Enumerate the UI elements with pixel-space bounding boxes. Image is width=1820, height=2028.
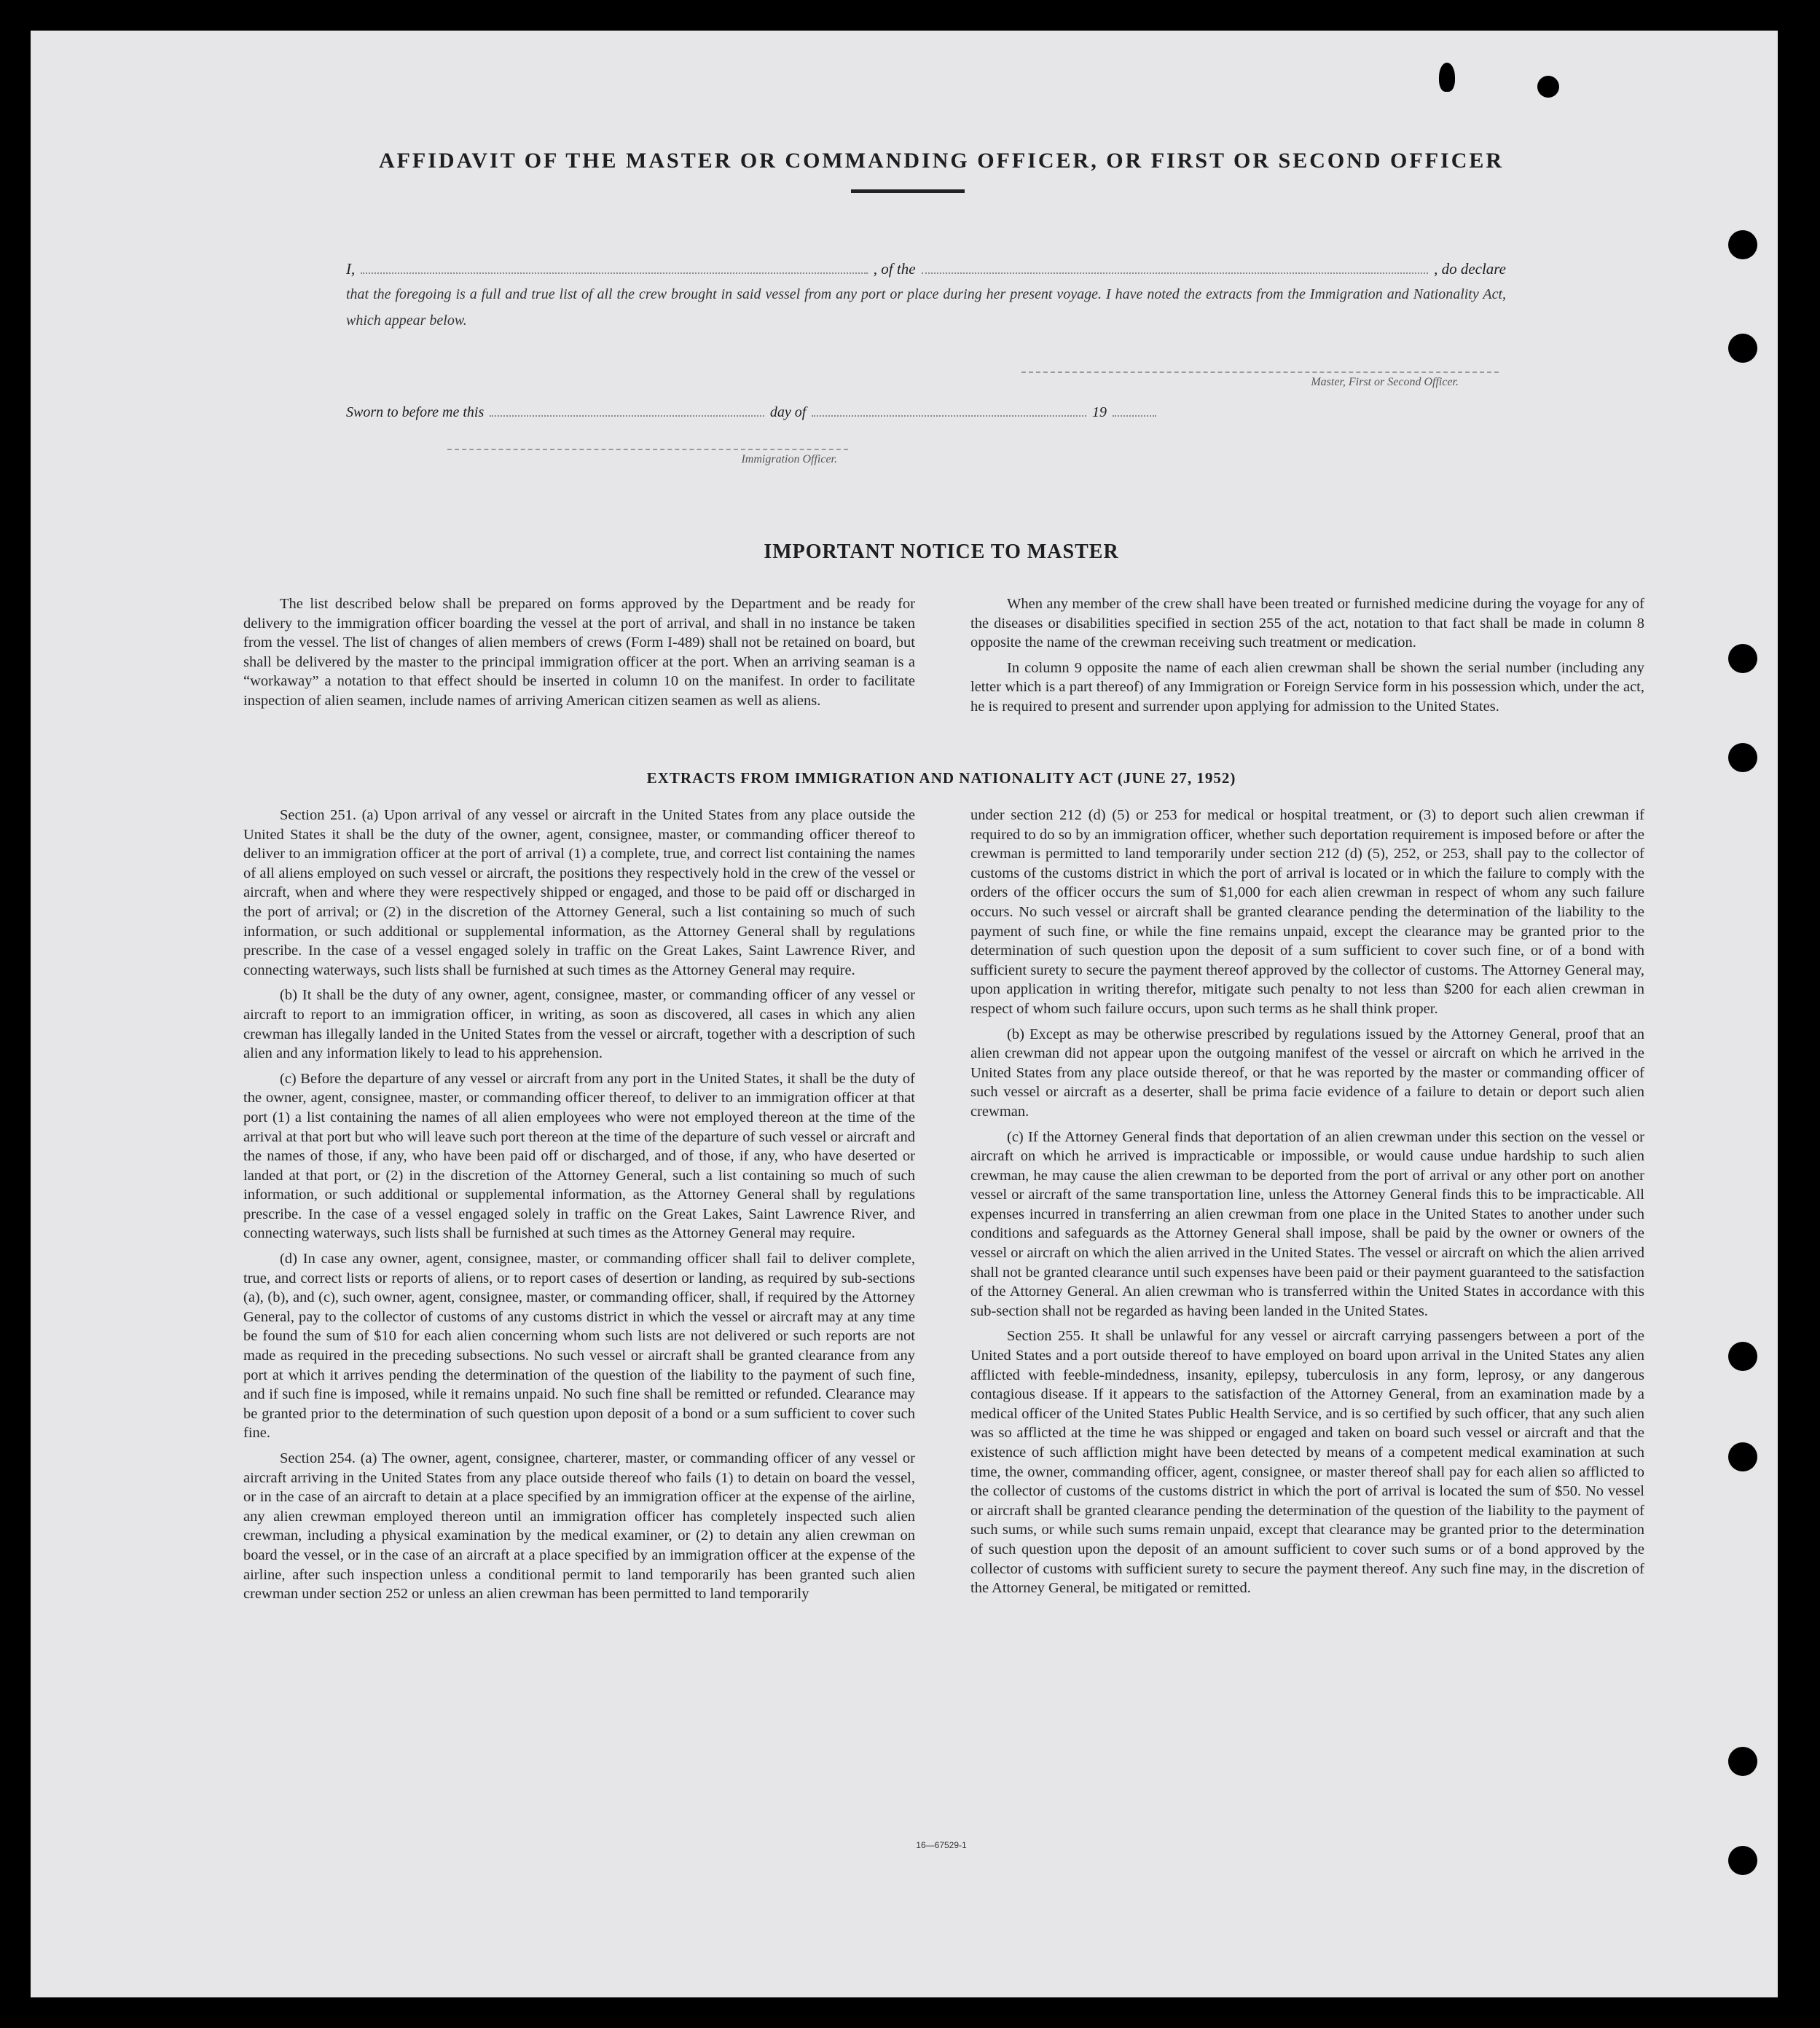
punch-hole: [1728, 334, 1757, 363]
declare-i-label: I,: [346, 260, 356, 278]
affidavit-body: that the foregoing is a full and true list of all the crew brought in said vessel from any port or place during her present voyage. I have noted the extracts from the Immigration and Nationality Act, which appear below.: [346, 286, 1506, 329]
extracts-right-column: [970, 806, 1644, 1604]
do-declare-label: , do declare: [1434, 260, 1507, 278]
sworn-year: 19: [1092, 404, 1107, 420]
master-signature-caption: Master, First or Second Officer.: [1311, 376, 1459, 388]
immigration-officer-caption: Immigration Officer.: [741, 453, 837, 465]
immigration-officer-signature-line[interactable]: [447, 449, 848, 450]
sworn-prefix: Sworn to before me this: [346, 404, 485, 420]
extract-paragraph: (d) In case any owner, agent, consignee, master, or commanding officer shall fail to deliver complete, true, and correct lists or reports of aliens, or to report cases of desertion or landing, as required by sub-sections (a), (b), and (c), such owner, agent, consignee, master, or commanding officer, shall, if required by the Attorney General, pay to the collector of customs of any customs district in which the vessel or aircraft may at any time be found the sum of $10 for each alien concerning whom such lists are not delivered or such reports are not made as required in the preceding subsections. No such vessel or aircraft shall be granted clearance from any port at which it arrives pending the determination of the question of the liability to the payment of such fine, and if such fine is imposed, while it remains unpaid. No such fine shall be remitted or refunded. Clearance may be granted prior to the determination of such question upon deposit of a bond or a sum sufficient to cover such fine.: [243, 1251, 915, 1442]
notice-paragraph: In column 9 opposite the name of each alien crewman shall be shown the serial number (including any letter which is a part thereof) of any Immigration or Foreign Service form in his possession which, under the act, he is required to present and surrender upon applying for admission to the United States.: [970, 659, 1644, 715]
extracts-left-column: [243, 806, 915, 1610]
form-number: 16—67529-1: [916, 1840, 967, 1850]
punch-hole: [1728, 1342, 1757, 1371]
punch-hole: [1728, 230, 1757, 259]
extract-paragraph: Section 254. (a) The owner, agent, consignee, charterer, master, or commanding officer of any vessel or aircraft arriving in the United States from any place outside thereof who fails (1) to detain on board the vessel, or in the case of an aircraft to detain at a place specified by an immigration officer at the expense of the airline, any alien crewman employed thereon until an immigration officer has completely inspected such alien crewman, including a physical examination by the medical examiner, or (2) to detain any alien crewman on board the vessel, or in the case of an aircraft at a place specified by an immigration officer at the expense of the airline, after such inspection unless a conditional permit to land temporarily has been granted such alien crewman under section 252 or unless an alien crewman has been permitted to land temporarily: [243, 1450, 915, 1603]
sworn-month-blank[interactable]: [812, 414, 1086, 417]
extract-paragraph: (b) It shall be the duty of any owner, agent, consignee, master, or commanding officer of any vessel or aircraft to report to an immigration officer, in writing, as soon as discovered, all cases in which any alien crewman has illegally landed in the United States from the vessel or aircraft, together with a description of such alien and any information likely to lead to his apprehension.: [243, 987, 915, 1062]
sworn-day-blank[interactable]: [490, 414, 764, 417]
punch-hole: [1728, 1846, 1757, 1875]
name-blank[interactable]: [361, 271, 868, 274]
title-rule: [851, 189, 965, 193]
declaration-line: [346, 249, 1506, 278]
ink-mark: [1439, 63, 1455, 92]
notice-heading: IMPORTANT NOTICE TO MASTER: [764, 541, 1119, 563]
punch-hole: [1728, 1442, 1757, 1471]
extract-paragraph: (b) Except as may be otherwise prescribed by regulations issued by the Attorney General, proof that an alien crewman did not appear upon the outgoing manifest of the vessel or aircraft on which he arrived in the United States from any place outside thereof, or that he was reported by the master or commanding officer of such vessel or aircraft as a deserter, shall be prima facie evidence of a failure to detain or deport such alien crewman.: [970, 1026, 1644, 1120]
of-the-label: , of the: [873, 260, 916, 278]
notice-left-column: [243, 594, 915, 717]
master-signature-line[interactable]: [1021, 372, 1499, 373]
extract-paragraph: (c) If the Attorney General finds that deportation of an alien crewman under this section on the vessel or aircraft on which he arrived is impracticable or impossible, or would cause undue hardship to such alien crewman, he may cause the alien crewman to be deported from the port of arrival or any other port on another vessel or aircraft of the same transportation line, unless the Attorney General finds this to be impracticable. All expenses incurred in transferring an alien crewman from one place in the United States to another under such conditions and safeguards as the Attorney General shall impose, shall be paid by the owner or owners of the vessel or aircraft on which the alien arrived in the United States. The vessel or aircraft on which the alien arrived shall not be granted clearance until such expenses have been paid or their payment guaranteed to the satisfaction of the Attorney General. An alien crewman who is transferred within the United States in accordance with this sub-section shall not be regarded as having been landed in the United States.: [970, 1128, 1644, 1319]
sworn-line: [346, 395, 1162, 421]
extract-paragraph: Section 251. (a) Upon arrival of any vessel or aircraft in the United States from any place outside the United States it shall be the duty of the owner, agent, consignee, master, or commanding officer thereof to deliver to an immigration officer at the port of arrival (1) a complete, true, and correct list containing the names of all aliens employed on such vessel or aircraft, the positions they respectively hold in the crew of the vessel or aircraft, when and where they were respectively shipped or engaged, and those to be paid off or discharged in the port of arrival; or (2) in the discretion of the Attorney General, such a list containing so much of such information, or such additional or supplemental information, as the Attorney General shall by regulations prescribe. In the case of a vessel engaged solely in traffic on the Great Lakes, Saint Lawrence River, and connecting waterways, such lists shall be furnished at such times as the Attorney General may require.: [243, 807, 915, 978]
notice-paragraph: When any member of the crew shall have been treated or furnished medicine during the voyage for any of the diseases or disabilities specified in section 255 of the act, notation to that fact shall be made in column 8 opposite the name of the crewman receiving such treatment or medication.: [970, 596, 1644, 651]
document-page: [31, 31, 1778, 1997]
punch-hole: [1728, 743, 1757, 772]
punch-hole: [1537, 76, 1559, 98]
vessel-blank[interactable]: [922, 271, 1429, 274]
extract-paragraph: (c) Before the departure of any vessel or aircraft from any port in the United States, it shall be the duty of the owner, agent, consignee, master, or commanding officer thereof, to deliver to an immigration officer at that port (1) a list containing the names of all alien employees who were not employed thereon at the time of the arrival at that port but who will leave such port thereon at the time of the departure of such vessel or aircraft and the names of those, if any, who have been paid off or discharged, and of those, if any, who have deserted or landed at that port, or (2) in the discretion of the Attorney General, such a list containing so much of such information, or such additional or supplemental information, as the Attorney General shall by regulations prescribe. In the case of a vessel engaged solely in traffic on the Great Lakes, Saint Lawrence River, and connecting waterways, such lists shall be furnished at such times as the Attorney General may require.: [243, 1070, 915, 1242]
extract-paragraph: Section 255. It shall be unlawful for any vessel or aircraft carrying passengers between a port of the United States and a port outside thereof to have employed on board upon arrival in the United States any alien afflicted with feeble-mindedness, insanity, epilepsy, tuberculosis in any form, leprosy, or any dangerous contagious disease. If it appears to the satisfaction of the Attorney General, from an examination made by a medical officer of the United States Public Health Service, and is so certified by such officer, that any such alien was so afflicted at the time he was shipped or engaged and taken on board such vessel or aircraft and that the existence of such affliction might have been detected by means of a competent medical examination at such time, the owner, commanding officer, agent, consignee, or master thereof shall pay for each alien so afflicted to the collector of customs of the customs district in which the port of arrival is located the sum of $50. No vessel or aircraft shall be granted clearance pending the determination of the question of the liability to the payment of such sums, or while such sums remain unpaid, except that clearance may be granted prior to the determination of such question upon the deposit of an amount sufficient to cover such sums or of a bond approved by the collector of customs with sufficient surety to secure the payment thereof. Any such fine may, in the discretion of the Attorney General, be mitigated or remitted.: [970, 1328, 1644, 1597]
sworn-day-of: day of: [769, 404, 807, 420]
notice-paragraph: The list described below shall be prepared on forms approved by the Department and be ready for delivery to the immigration officer boarding the vessel at the port of arrival, and shall in no instance be taken from the vessel. The list of changes of alien members of crews (Form I-489) shall not be retained on board, but shall be delivered by the master to the principal immigration officer at the port. When an arriving seaman is a “workaway” a notation to that effect should be inserted in column 10 on the manifest. In order to facilitate inspection of alien seamen, include names of arriving American citizen seamen as well as aliens.: [243, 596, 915, 709]
extracts-heading: EXTRACTS FROM IMMIGRATION AND NATIONALITY ACT (JUNE 27, 1952): [646, 769, 1236, 787]
punch-hole: [1728, 644, 1757, 673]
extract-paragraph: under section 212 (d) (5) or 253 for medical or hospital treatment, or (3) to deport such alien crewman if required to do so by an immigration officer, whether such deportation requirement is imposed before or after the crewman is permitted to land temporarily under section 212 (d) (5), 252, or 253, shall pay to the collector of customs of the customs district in which the port of arrival is located or in which the failure to comply with the orders of the officer occurs the sum of $1,000 for each alien crewman in respect of whom any such failure occurs. No such vessel or aircraft shall be granted clearance pending the determination of the liability to the payment of such fine, or while the fine remains unpaid, except the clearance may be granted prior to the determination of such question upon the deposit of a sum sufficient to cover such fine, or of a bond with sufficient surety to secure the payment thereof approved by the collector of customs. The Attorney General may, upon application in writing therefor, mitigate such penalty to not less than $200 for each alien crewman in respect of whom such failure occurs, upon such terms as he shall think proper.: [970, 807, 1644, 1017]
punch-hole: [1728, 1747, 1757, 1776]
notice-right-column: [970, 594, 1644, 723]
affidavit-title: AFFIDAVIT OF THE MASTER OR COMMANDING OFFICER, OR FIRST OR SECOND OFFICER: [378, 149, 1505, 173]
sworn-year-blank[interactable]: [1113, 414, 1156, 417]
